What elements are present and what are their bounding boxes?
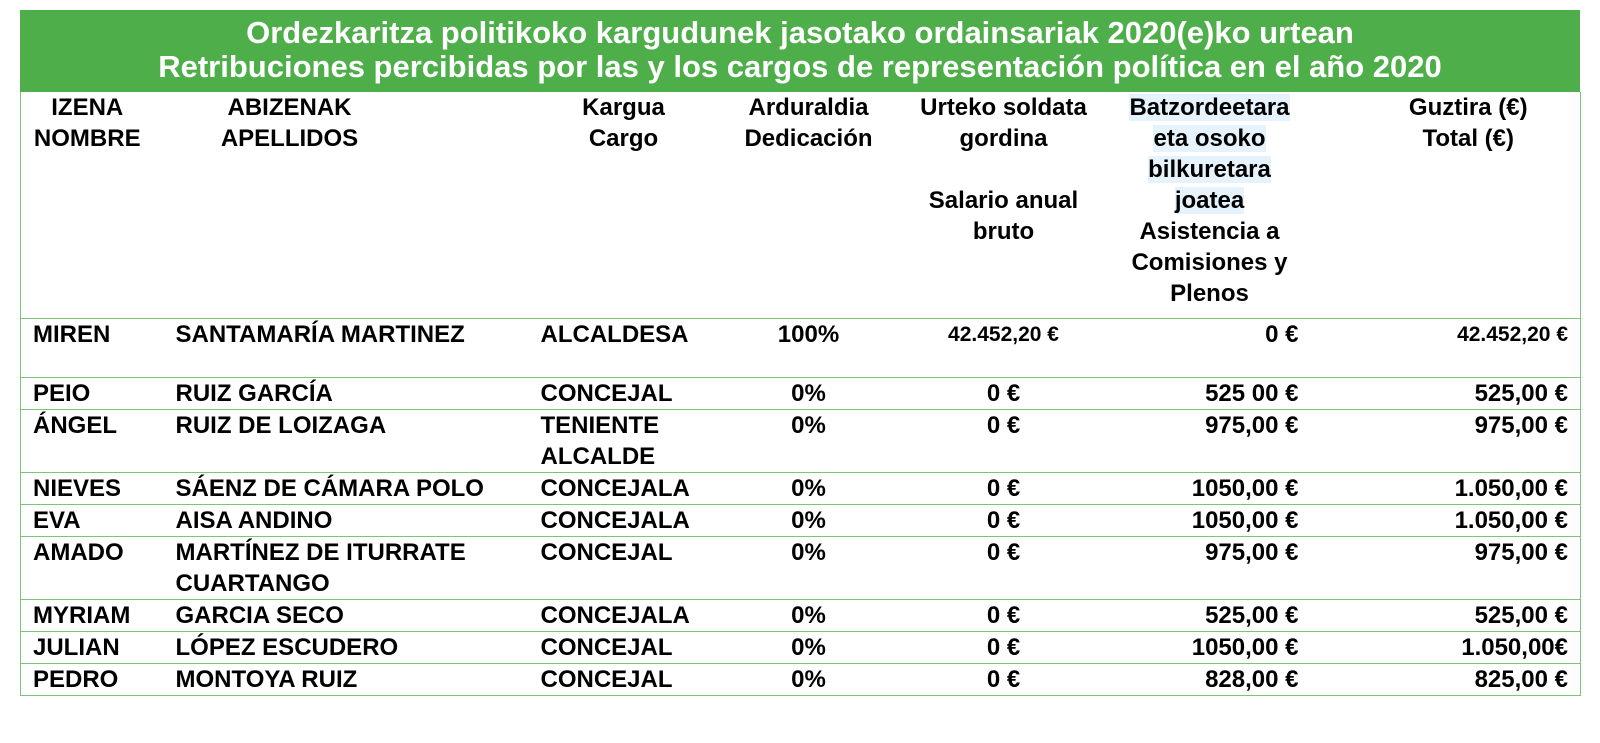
header-attendance-eu-2: eta osoko bbox=[1153, 125, 1266, 152]
cell-position bbox=[529, 664, 719, 696]
cell-total: 1.050,00 € bbox=[1454, 507, 1568, 534]
cell-dedication: 0% bbox=[791, 475, 826, 502]
cell-position bbox=[529, 505, 719, 537]
cell-position-line: ALCALDE bbox=[540, 443, 656, 470]
cell-surname bbox=[164, 505, 529, 537]
cell-position-line: CONCEJALA bbox=[540, 507, 690, 534]
cell-position-line: CONCEJALA bbox=[540, 602, 690, 629]
cell-salary: 42.452,20 € bbox=[948, 323, 1059, 346]
cell-position-line: CONCEJALA bbox=[540, 475, 690, 502]
header-total bbox=[1339, 92, 1581, 319]
cell-attendance: 525,00 € bbox=[1205, 602, 1299, 629]
cell-position bbox=[529, 600, 719, 632]
header-salary-es-1: Salario anual bbox=[928, 187, 1079, 214]
cell-position bbox=[529, 473, 719, 505]
cell-position-line: ALCALDESA bbox=[540, 321, 689, 348]
cell-total: 525,00 € bbox=[1474, 602, 1568, 629]
header-surname-es: APELLIDOS bbox=[220, 125, 359, 152]
cell-total: 825,00 € bbox=[1474, 666, 1568, 693]
header-row bbox=[21, 92, 1581, 319]
cell-surname-line: SÁENZ DE CÁMARA POLO bbox=[175, 475, 484, 502]
title-spanish: Retribuciones percibidas por las y los cargos de representación política en el año 2020 bbox=[158, 49, 1442, 84]
cell-position-line: CONCEJAL bbox=[540, 380, 673, 407]
cell-dedication: 0% bbox=[791, 412, 826, 439]
cell-dedication: 0% bbox=[791, 507, 826, 534]
cell-salary: 0 € bbox=[986, 634, 1021, 661]
header-salary-eu-2: gordina bbox=[959, 125, 1048, 152]
header-attendance-es-2: Comisiones y bbox=[1131, 249, 1288, 276]
cell-position-line: CONCEJAL bbox=[540, 634, 673, 661]
cell-dedication: 0% bbox=[791, 634, 826, 661]
cell-position bbox=[529, 378, 719, 410]
header-total-eu: Guztira (€) bbox=[1408, 94, 1528, 121]
cell-attendance: 525 00 € bbox=[1205, 380, 1299, 407]
cell-surname bbox=[164, 319, 529, 378]
cell-attendance: 828,00 € bbox=[1205, 666, 1299, 693]
table-row bbox=[21, 319, 1581, 378]
table-row bbox=[21, 537, 1581, 600]
cell-surname-line: CUARTANGO bbox=[175, 570, 330, 597]
cell-attendance: 1050,00 € bbox=[1191, 634, 1299, 661]
header-salary-eu-1: Urteko soldata bbox=[920, 94, 1087, 121]
cell-total: 975,00 € bbox=[1474, 539, 1568, 566]
cell-surname-line: RUIZ DE LOIZAGA bbox=[175, 412, 387, 439]
header-position bbox=[529, 92, 719, 319]
cell-surname bbox=[164, 664, 529, 696]
table-row bbox=[21, 505, 1581, 537]
cell-attendance: 975,00 € bbox=[1205, 539, 1299, 566]
cell-position bbox=[529, 410, 719, 473]
cell-dedication: 0% bbox=[791, 539, 826, 566]
cell-name: EVA bbox=[33, 507, 81, 534]
title-basque: Ordezkaritza politikoko kargudunek jasotako ordainsariak 2020(e)ko urtean bbox=[246, 15, 1354, 50]
cell-dedication: 0% bbox=[791, 602, 826, 629]
cell-dedication: 100% bbox=[777, 321, 840, 348]
cell-salary: 0 € bbox=[986, 380, 1021, 407]
header-attendance-eu-1: Batzordeetara bbox=[1129, 94, 1290, 121]
table-row bbox=[21, 378, 1581, 410]
cell-salary: 0 € bbox=[986, 539, 1021, 566]
cell-position-line: CONCEJAL bbox=[540, 539, 673, 566]
document bbox=[20, 10, 1580, 696]
cell-surname-line: LÓPEZ ESCUDERO bbox=[175, 634, 399, 661]
table-row bbox=[21, 473, 1581, 505]
cell-total: 975,00 € bbox=[1474, 412, 1568, 439]
cell-salary: 0 € bbox=[986, 507, 1021, 534]
cell-surname bbox=[164, 410, 529, 473]
cell-name: AMADO bbox=[33, 539, 124, 566]
header-position-eu: Kargua bbox=[582, 94, 665, 121]
header-dedication-es: Dedicación bbox=[744, 125, 873, 152]
header-attendance-eu-4: joatea bbox=[1174, 187, 1245, 214]
cell-position-line: CONCEJAL bbox=[540, 666, 673, 693]
header-dedication bbox=[719, 92, 899, 319]
page-title bbox=[20, 10, 1580, 92]
table-row bbox=[21, 410, 1581, 473]
header-salary-es-2: bruto bbox=[972, 218, 1035, 245]
cell-surname-line: MARTÍNEZ DE ITURRATE bbox=[175, 539, 466, 566]
cell-surname-line: MONTOYA RUIZ bbox=[175, 666, 358, 693]
cell-surname bbox=[164, 378, 529, 410]
cell-surname-line: SANTAMARÍA MARTINEZ bbox=[175, 321, 465, 348]
header-name-eu: IZENA bbox=[51, 94, 124, 121]
header-attendance-es-1: Asistencia a bbox=[1139, 218, 1280, 245]
header-attendance-eu-3: bilkuretara bbox=[1148, 156, 1271, 183]
cell-attendance: 1050,00 € bbox=[1191, 507, 1299, 534]
cell-position bbox=[529, 632, 719, 664]
header-name-es: NOMBRE bbox=[33, 125, 141, 152]
header-position-es: Cargo bbox=[588, 125, 659, 152]
table-row bbox=[21, 632, 1581, 664]
table-body bbox=[21, 319, 1581, 696]
cell-name: PEDRO bbox=[33, 666, 119, 693]
cell-salary: 0 € bbox=[986, 412, 1021, 439]
cell-name: MYRIAM bbox=[33, 602, 131, 629]
cell-name: MIREN bbox=[33, 321, 111, 348]
header-name bbox=[21, 92, 164, 319]
cell-salary: 0 € bbox=[986, 602, 1021, 629]
cell-attendance: 1050,00 € bbox=[1191, 475, 1299, 502]
cell-name: PEIO bbox=[33, 380, 91, 407]
table-row bbox=[21, 664, 1581, 696]
header-salary bbox=[899, 92, 1109, 319]
cell-surname bbox=[164, 632, 529, 664]
cell-name: ÁNGEL bbox=[33, 412, 117, 439]
cell-position-line: TENIENTE bbox=[540, 412, 660, 439]
cell-surname bbox=[164, 600, 529, 632]
remuneration-table bbox=[20, 92, 1581, 696]
cell-surname-line: AISA ANDINO bbox=[175, 507, 333, 534]
cell-surname-line: RUIZ GARCÍA bbox=[175, 380, 333, 407]
cell-total: 1.050,00€ bbox=[1461, 634, 1568, 661]
cell-attendance: 0 € bbox=[1265, 321, 1299, 348]
cell-attendance: 975,00 € bbox=[1205, 412, 1299, 439]
header-surname-eu: ABIZENAK bbox=[227, 94, 352, 121]
cell-total: 42.452,20 € bbox=[1457, 323, 1568, 346]
cell-salary: 0 € bbox=[986, 666, 1021, 693]
cell-surname-line: GARCIA SECO bbox=[175, 602, 344, 629]
cell-dedication: 0% bbox=[791, 380, 826, 407]
header-dedication-eu: Arduraldia bbox=[748, 94, 869, 121]
cell-total: 525,00 € bbox=[1474, 380, 1568, 407]
cell-dedication: 0% bbox=[791, 666, 826, 693]
cell-total: 1.050,00 € bbox=[1454, 475, 1568, 502]
cell-position bbox=[529, 319, 719, 378]
table-row bbox=[21, 600, 1581, 632]
cell-salary: 0 € bbox=[986, 475, 1021, 502]
cell-position bbox=[529, 537, 719, 600]
header-total-es: Total (€) bbox=[1422, 125, 1515, 152]
header-surname bbox=[164, 92, 529, 319]
header-attendance bbox=[1109, 92, 1339, 319]
cell-surname bbox=[164, 473, 529, 505]
header-attendance-es-3: Plenos bbox=[1170, 280, 1249, 307]
cell-name: JULIAN bbox=[33, 634, 120, 661]
cell-name: NIEVES bbox=[33, 475, 122, 502]
cell-surname bbox=[164, 537, 529, 600]
